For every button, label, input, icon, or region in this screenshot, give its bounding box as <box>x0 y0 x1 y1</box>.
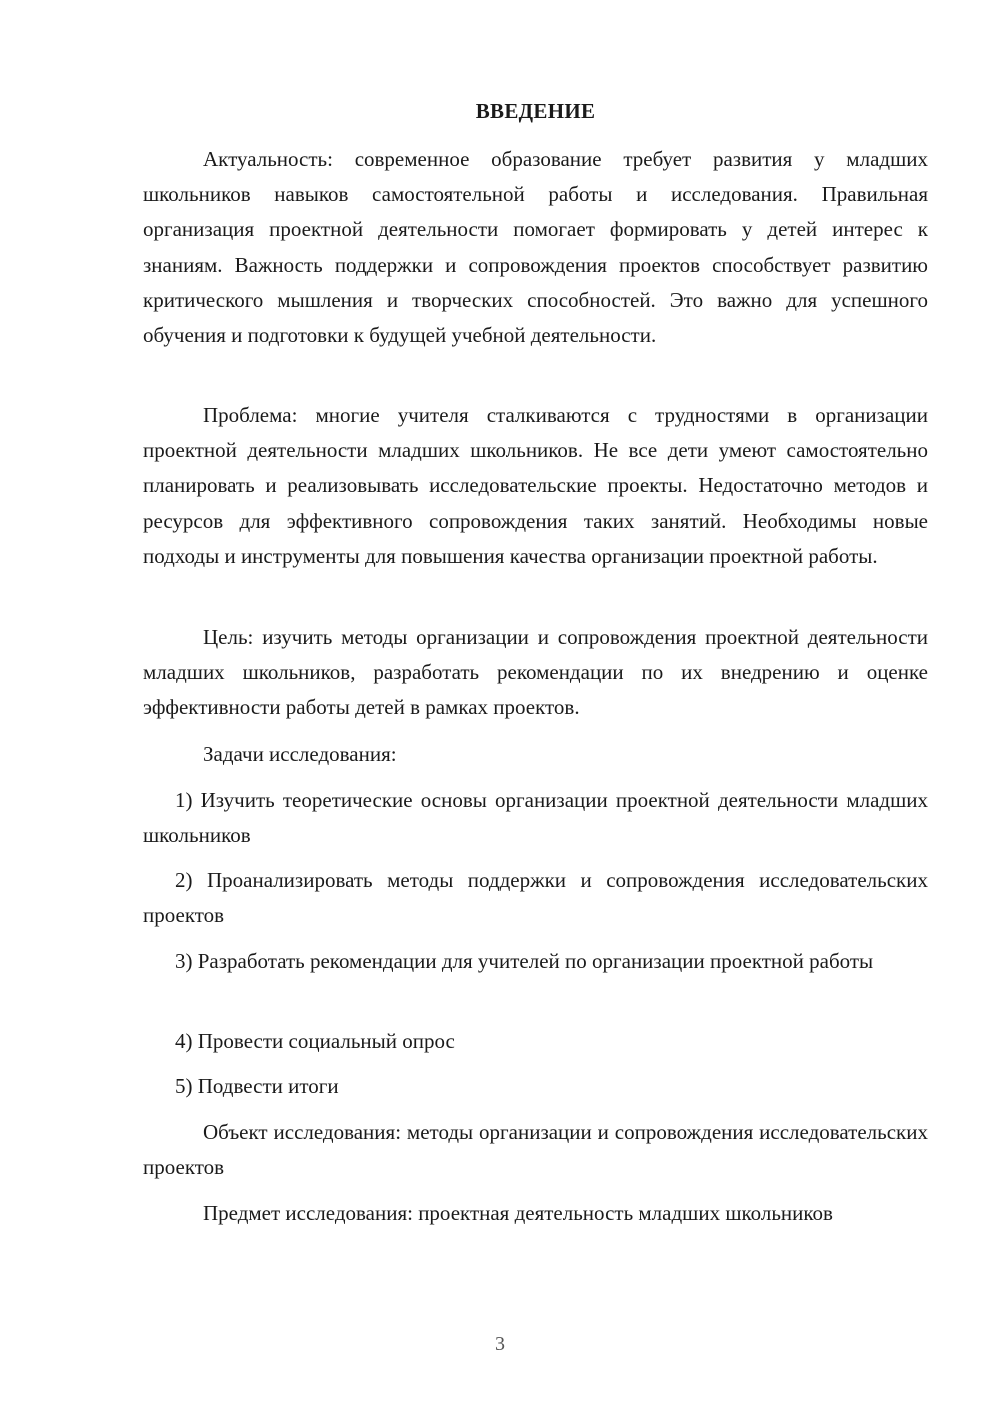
page-number: 3 <box>495 1333 505 1355</box>
research-object-paragraph: Объект исследования: методы организации и сопровождения исследовательских проектов <box>143 1120 928 1180</box>
section-title: ВВЕДЕНИЕ <box>475 99 596 123</box>
task-item-5: 5) Подвести итоги <box>175 1074 339 1098</box>
tasks-heading: Задачи исследования: <box>203 742 397 766</box>
relevance-paragraph: Актуальность: современное образование требует развития у младших школьников навыков самостоятельной работы и исследования. Правильная организация проектной деятельности помогает формировать у детей интерес к знаниям. Важность поддержки и сопровождения проектов способствует развитию критического мышления и творческих способностей. Это важно для успешного обучения и подготовки к будущей учебной деятельности. <box>143 147 928 348</box>
problem-paragraph: Проблема: многие учителя сталкиваются с трудностями в организации проектной деятельности младших школьников. Не все дети умеют самостоятельно планировать и реализовывать исследовательские проекты. Недостаточно методов и ресурсов для эффективного сопровождения таких занятий. Необходимы новые подходы и инструменты для повышения качества организации проектной работы. <box>143 403 928 568</box>
task-item-3: 3) Разработать рекомендации для учителей по организации проектной работы <box>175 949 874 973</box>
task-item-4: 4) Провести социальный опрос <box>175 1029 455 1053</box>
task-item-1: 1) Изучить теоретические основы организации проектной деятельности младших школьников <box>143 788 928 848</box>
task-item-2: 2) Проанализировать методы поддержки и сопровождения исследовательских проектов <box>143 868 928 928</box>
research-subject-paragraph: Предмет исследования: проектная деятельность младших школьников <box>203 1201 833 1225</box>
goal-paragraph: Цель: изучить методы организации и сопровождения проектной деятельности младших школьников, разработать рекомендации по их внедрению и оценке эффективности работы детей в рамках проектов. <box>143 625 928 720</box>
